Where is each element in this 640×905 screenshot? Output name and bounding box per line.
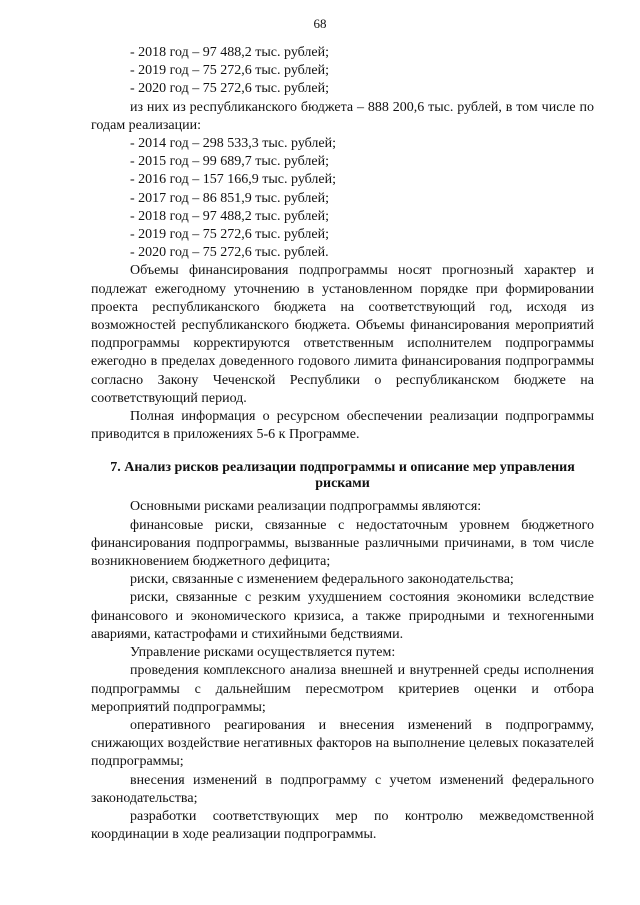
paragraph-changes: внесения изменений в подпрограмму с учетом изменений федерального законодательства;	[91, 772, 594, 806]
paragraph-federal-risks: риски, связанные с изменением федерального законодательства;	[130, 572, 514, 588]
list-item: - 2019 год – 75 272,6 тыс. рублей;	[130, 227, 330, 243]
paragraph-measures: разработки соответствующих мер по контролю межведомственной координации в ходе реализации подпрограммы.	[91, 808, 594, 843]
list-item: - 2018 год – 97 488,2 тыс. рублей;	[130, 208, 330, 224]
page-body	[91, 44, 594, 844]
list-item: - 2019 год – 75 272,6 тыс. рублей;	[130, 63, 330, 79]
paragraph-volumes: Объемы финансирования подпрограммы носят прогнозный характер и подлежат ежегодному уточнению в установленном порядке при формировании проекта республиканского бюджета на соответствующий год, исходя из возможностей республиканского бюджета. Объемы финансирования мероприятий подпрограммы корректируются ответственным исполнителем подпрограммы ежегодно в пределах доведенного годового лимита финансирования подпрограммы согласно Закону Чеченской Республики о республиканском бюджете на соответствующий период.	[91, 263, 594, 406]
list-item: - 2020 год – 75 272,6 тыс. рублей.	[130, 245, 329, 261]
paragraph-response: оперативного реагирования и внесения изменений в подпрограмму, снижающих воздействие негативных факторов на выполнение целевых показателей подпрограммы;	[91, 717, 594, 770]
list-item: - 2014 год – 298 533,3 тыс. рублей;	[130, 136, 337, 152]
list-item: - 2016 год – 157 166,9 тыс. рублей;	[130, 172, 337, 188]
list-item: - 2015 год – 99 689,7 тыс. рублей;	[130, 154, 330, 170]
paragraph-main-risks: Основными рисками реализации подпрограммы являются:	[130, 499, 482, 515]
paragraph-analysis: проведения комплексного анализа внешней и внутренней среды исполнения подпрограммы с дальнейшим пересмотром критериев оценки и отбора мероприятий подпрограммы;	[91, 663, 594, 715]
paragraph-economic-risks: риски, связанные с резким ухудшением состояния экономики вследствие финансового и экономического кризиса, а также природными и техногенными авариями, катастрофами и стихийными бедствиями.	[91, 590, 594, 642]
paragraph-full-info: Полная информация о ресурсном обеспечении реализации подпрограммы приводится в приложениях 5-6 к Программе.	[91, 409, 594, 443]
section-title: 7. Анализ рисков реализации подпрограммы и описание мер управления рисками	[110, 460, 575, 492]
page-number: 68	[313, 16, 327, 31]
list-item: - 2018 год – 97 488,2 тыс. рублей;	[130, 45, 330, 60]
paragraph-risk-management: Управление рисками осуществляется путем:	[130, 645, 396, 661]
list-item: - 2017 год – 86 851,9 тыс. рублей;	[130, 190, 330, 206]
paragraph-republic-budget: из них из республиканского бюджета – 888 200,6 тыс. рублей, в том числе по годам реализации:	[91, 99, 594, 133]
paragraph-financial-risks: финансовые риски, связанные с недостаточным уровнем бюджетного финансирования подпрограммы, вызванные различными причинами, в том числе возникновением бюджетного дефицита;	[91, 517, 594, 570]
list-item: - 2020 год – 75 272,6 тыс. рублей;	[130, 81, 330, 97]
